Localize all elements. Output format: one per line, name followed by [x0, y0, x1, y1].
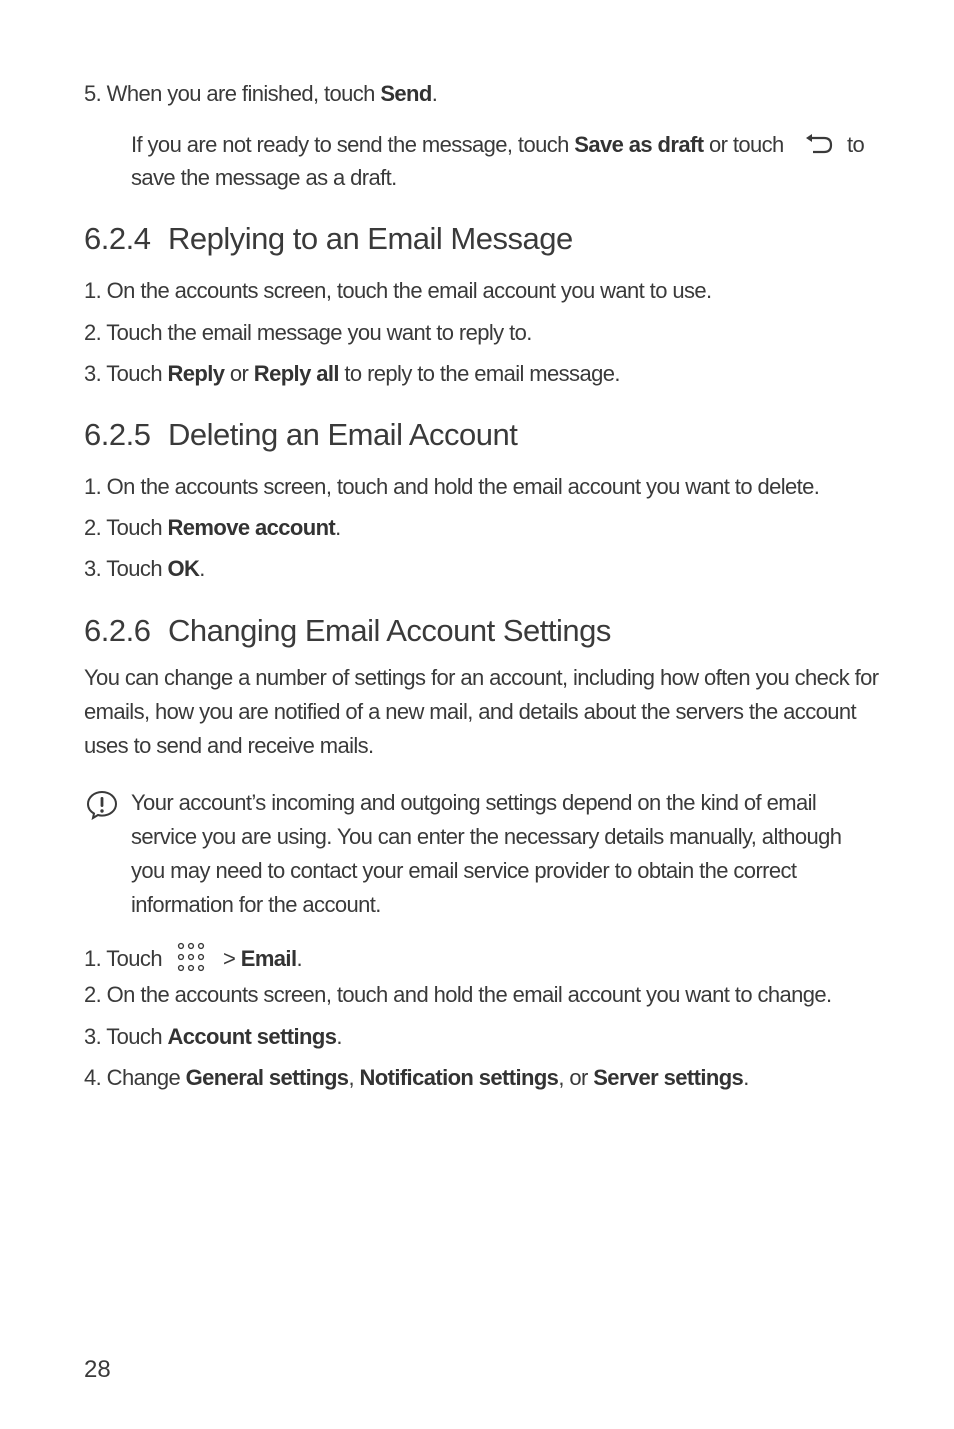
settings-note: Your account’s incoming and outgoing settings depend on the kind of email service you are using. You can enter the necessary details manually, although you may need to contact your email service provider to obtain the correct information for the account.: [131, 790, 842, 917]
section-heading-6-2-6: 6.2.6 Changing Email Account Settings: [84, 613, 611, 648]
step-626-2: 2. On the accounts screen, touch and hold the email account you want to change.: [84, 982, 832, 1007]
step-5: 5. When you are finished, touch Send.: [84, 81, 438, 106]
draft-note-line-1: If you are not ready to send the message, touch Save as draft or touch: [131, 132, 784, 157]
section-626-intro: You can change a number of settings for an account, including how often you check for emails, how you are notified of a new mail, and details about the servers the account uses to send and receive mails.: [84, 665, 879, 758]
draft-note-to: to: [847, 132, 865, 157]
step-624-2: 2. Touch the email message you want to reply to.: [84, 320, 532, 345]
step-625-3: 3. Touch OK.: [84, 556, 205, 581]
step-625-1: 1. On the accounts screen, touch and hold the email account you want to delete.: [84, 474, 820, 499]
step-625-2: 2. Touch Remove account.: [84, 515, 341, 540]
section-heading-6-2-4: 6.2.4 Replying to an Email Message: [84, 221, 573, 256]
caution-icon: [86, 790, 118, 825]
draft-note-line-2: save the message as a draft.: [131, 165, 397, 190]
step-624-3: 3. Touch Reply or Reply all to reply to the email message.: [84, 361, 620, 386]
app-grid-icon: [175, 941, 207, 979]
step-626-4: 4. Change General settings, Notification settings, or Server settings.: [84, 1065, 749, 1090]
section-heading-6-2-5: 6.2.5 Deleting an Email Account: [84, 417, 518, 452]
step-626-3: 3. Touch Account settings.: [84, 1024, 342, 1049]
step-626-1: 1. Touch > Email.: [84, 941, 302, 979]
back-icon: [804, 134, 834, 161]
page-number: 28: [84, 1356, 111, 1383]
step-624-1: 1. On the accounts screen, touch the email account you want to use.: [84, 278, 712, 303]
